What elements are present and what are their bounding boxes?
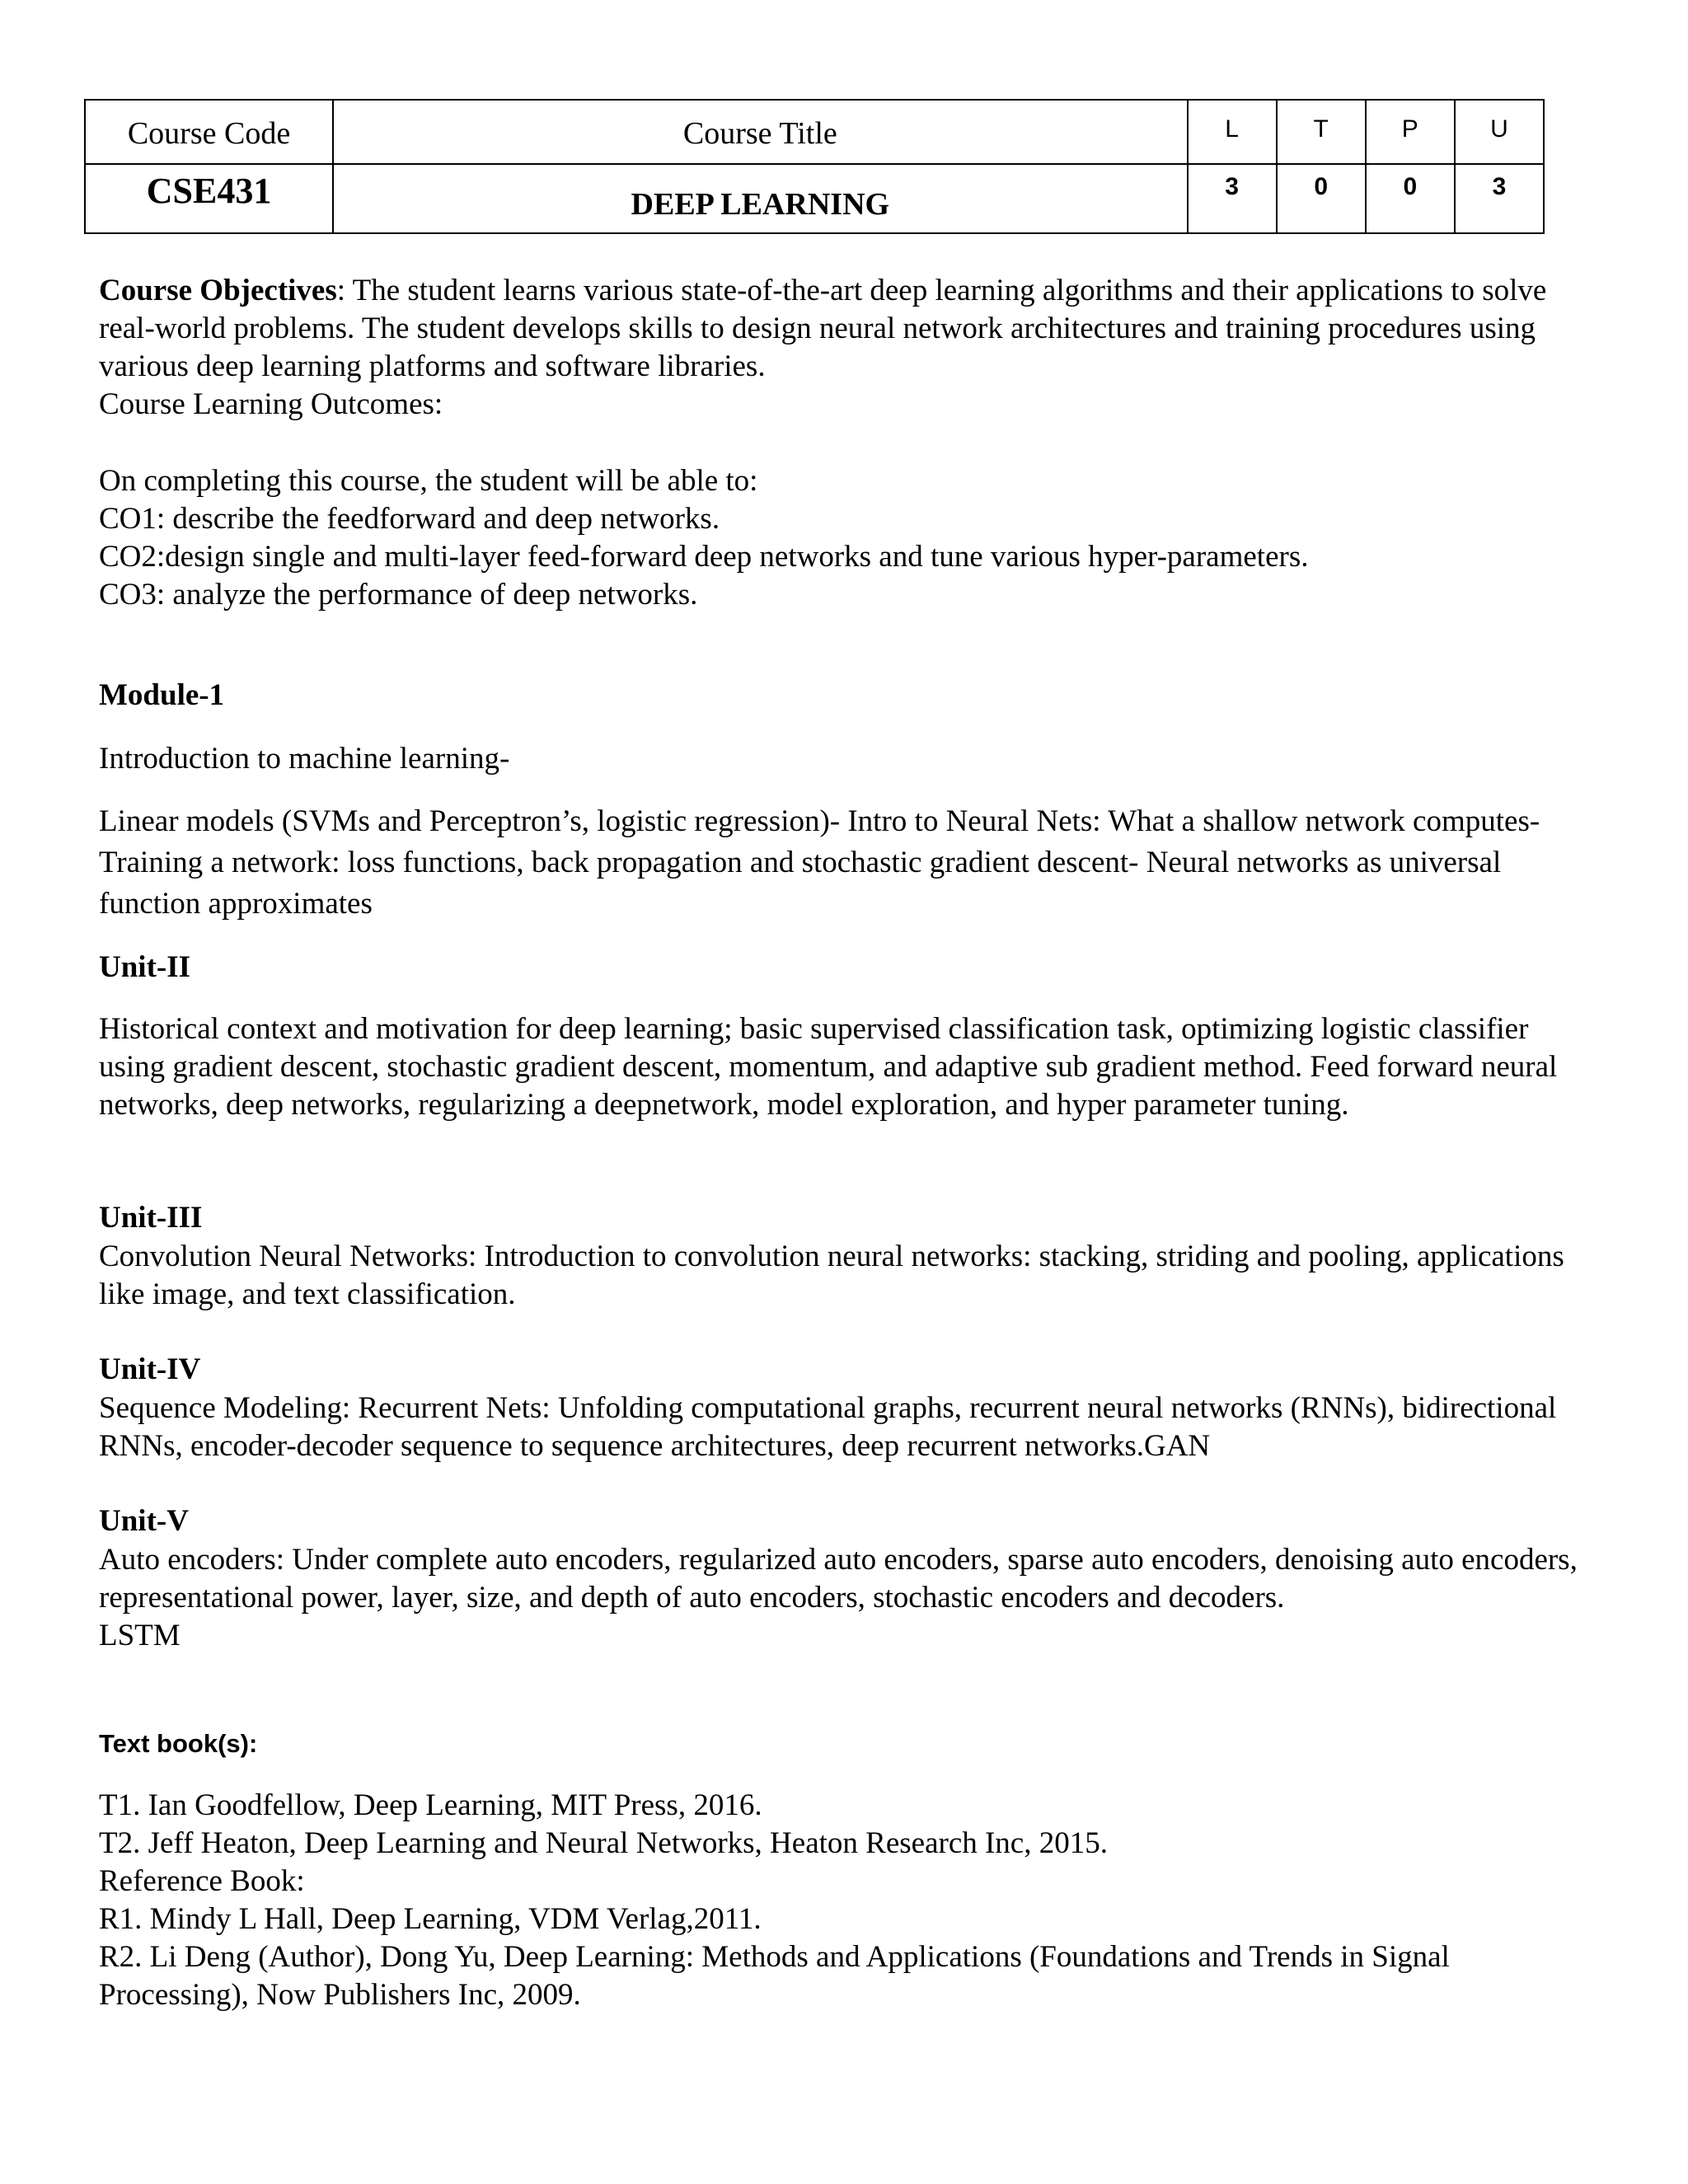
course-table-header-row: [85, 100, 1544, 164]
t-header-cell: [1277, 100, 1366, 164]
course-title-header: Course Title: [682, 116, 837, 151]
course-learning-outcomes-label: Course Learning Outcomes:: [99, 387, 443, 421]
unit-3-heading: Unit-III: [99, 1201, 203, 1235]
course-code-value: CSE431: [146, 171, 272, 211]
unit-5-text: [99, 1541, 1582, 1655]
t-header: T: [1313, 115, 1329, 143]
outcome-item: CO1: describe the feedforward and deep networks.: [99, 502, 720, 536]
t-value-cell: [1277, 164, 1366, 233]
textbook-t2: T2. Jeff Heaton, Deep Learning and Neural Networks, Heaton Research Inc, 2015.: [99, 1826, 1108, 1860]
p-header: P: [1401, 115, 1418, 143]
course-objectives-label: Course Objectives: [99, 274, 337, 307]
l-header: L: [1225, 115, 1239, 143]
course-code-cell: [85, 164, 333, 233]
module-1-heading: Module-1: [99, 678, 225, 712]
textbooks-heading: Text book(s):: [99, 1729, 258, 1758]
module-1-text: Linear models (SVMs and Perceptron’s, logistic regression)- Intro to Neural Nets: What a shallow network computes- Training a network: loss functions, back propagation and stochastic gradient descent- Neural networks as universal function approximates: [99, 804, 1540, 921]
l-header-cell: [1188, 100, 1277, 164]
course-title-value: DEEP LEARNING: [631, 187, 890, 222]
course-info-table: [84, 99, 1545, 234]
outcome-item: CO2:design single and multi-layer feed-forward deep networks and tune various hyper-parameters.: [99, 540, 1309, 574]
l-value-cell: [1188, 164, 1277, 233]
textbook-t1: T1. Ian Goodfellow, Deep Learning, MIT Press, 2016.: [99, 1788, 762, 1822]
course-code-header: Course Code: [127, 116, 291, 151]
unit-3-text: Convolution Neural Networks: Introduction to convolution neural networks: stacking, striding and pooling, applications like image, and text classification.: [99, 1240, 1564, 1311]
u-header: U: [1490, 115, 1508, 143]
u-value-cell: [1455, 164, 1544, 233]
unit-2-text: Historical context and motivation for deep learning; basic supervised classification task, optimizing logistic classifier using gradient descent, stochastic gradient descent, momentum, and adaptive sub gradient method. Feed forward neural networks, deep networks, regularizing a deepnetwork, model exploration, and hyper parameter tuning.: [99, 1012, 1558, 1122]
p-header-cell: [1366, 100, 1455, 164]
p-value-cell: [1366, 164, 1455, 233]
u-value: 3: [1492, 173, 1507, 200]
unit-4-text: Sequence Modeling: Recurrent Nets: Unfolding computational graphs, recurrent neural networks (RNNs), bidirectional RNNs, encoder-decoder sequence to sequence architectures, deep recurrent networks.GAN: [99, 1391, 1557, 1463]
u-header-cell: [1455, 100, 1544, 164]
t-value: 0: [1314, 173, 1329, 200]
course-title-header-cell: [333, 100, 1188, 164]
unit-5-body: Auto encoders: Under complete auto encoders, regularized auto encoders, sparse auto encoders, denoising auto encoders, representational power, layer, size, and depth of auto encoders, stochastic encoders and decoders.: [99, 1543, 1578, 1615]
course-objectives-text: : The student learns various state-of-the-art deep learning algorithms and their applications to solve real-world problems. The student develops skills to design neural network architectures and training procedures using various deep learning platforms and software libraries.: [99, 274, 1547, 383]
reference-r2: R2. Li Deng (Author), Dong Yu, Deep Learning: Methods and Applications (Foundations and Trends in Signal Processing), Now Publishers Inc, 2009.: [99, 1940, 1450, 2012]
outcome-item: CO3: analyze the performance of deep networks.: [99, 578, 698, 612]
course-table-value-row: [85, 164, 1544, 233]
course-code-header-cell: [85, 100, 333, 164]
p-value: 0: [1403, 173, 1418, 200]
course-title-cell: [333, 164, 1188, 233]
reference-heading: Reference Book:: [99, 1864, 305, 1898]
unit-4-heading: Unit-IV: [99, 1352, 201, 1386]
unit-2-heading: Unit-II: [99, 950, 191, 984]
module-1-intro: Introduction to machine learning-: [99, 742, 510, 776]
course-objectives: [99, 272, 1582, 424]
outcomes-intro: On completing this course, the student will be able to:: [99, 464, 758, 498]
unit-5-extra: LSTM: [99, 1619, 181, 1652]
l-value: 3: [1225, 173, 1239, 200]
course-outcomes: [99, 462, 1582, 614]
reference-r1: R1. Mindy L Hall, Deep Learning, VDM Verlag,2011.: [99, 1902, 762, 1936]
book-list: [99, 1787, 1582, 2014]
unit-5-heading: Unit-V: [99, 1504, 189, 1538]
